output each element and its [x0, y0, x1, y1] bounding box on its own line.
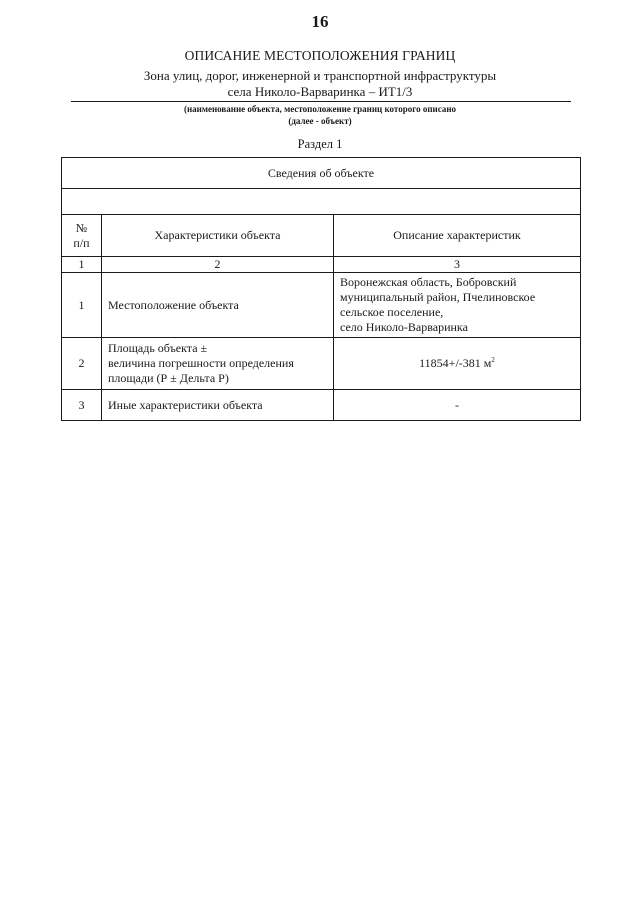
table-blank-row: [62, 189, 581, 215]
object-name-caption: [0, 103, 640, 127]
object-info-table: [61, 157, 581, 421]
blank-cell: [62, 189, 581, 215]
characteristic-line: величина погрешности определения: [108, 356, 294, 370]
area-value: 11854+/-381 м: [419, 356, 492, 370]
caption-line-2: (далее - объект): [288, 116, 352, 126]
table-row: [62, 338, 581, 390]
row-value: [334, 338, 581, 390]
column-number: 3: [334, 257, 581, 273]
column-number-row: [62, 257, 581, 273]
header-description: Описание характеристик: [334, 215, 581, 257]
area-unit-superscript: 2: [491, 356, 495, 364]
object-name: [0, 68, 640, 100]
value-line: село Николо-Варваринка: [340, 320, 468, 334]
table-row: [62, 390, 581, 421]
caption-line-1: (наименование объекта, местоположение границ которого описано: [183, 104, 457, 114]
section-label: Раздел 1: [297, 137, 343, 151]
value-line: муниципальный район, Пчелиновское: [340, 290, 536, 304]
document-title: ОПИСАНИЕ МЕСТОПОЛОЖЕНИЯ ГРАНИЦ: [184, 48, 456, 63]
header-number: [62, 215, 102, 257]
value-line: Воронежская область, Бобровский: [340, 275, 517, 289]
header-number-line-1: №: [75, 220, 88, 235]
header-characteristics: Характеристики объекта: [102, 215, 334, 257]
column-number: 1: [62, 257, 102, 273]
object-name-underline: [71, 101, 571, 102]
row-characteristic: [102, 338, 334, 390]
row-value: -: [334, 390, 581, 421]
page-number: 16: [311, 12, 329, 31]
header-number-line-2: п/п: [73, 235, 90, 250]
table-title-row: [62, 158, 581, 189]
row-value: [334, 273, 581, 338]
table-row: [62, 273, 581, 338]
table-header-row: [62, 215, 581, 257]
object-name-line-1: Зона улиц, дорог, инженерной и транспортной инфраструктуры: [143, 68, 497, 83]
table-title: Сведения об объекте: [62, 158, 581, 189]
column-number: 2: [102, 257, 334, 273]
row-number: 3: [62, 390, 102, 421]
value-line: сельское поселение,: [340, 305, 444, 319]
characteristic-line: площади (Р ± Дельта Р): [108, 371, 229, 385]
row-characteristic: Иные характеристики объекта: [102, 390, 334, 421]
characteristic-line: Площадь объекта ±: [108, 341, 208, 355]
row-number: 2: [62, 338, 102, 390]
object-name-line-2: села Николо-Варваринка – ИТ1/3: [227, 84, 413, 99]
row-number: 1: [62, 273, 102, 338]
row-characteristic: Местоположение объекта: [102, 273, 334, 338]
